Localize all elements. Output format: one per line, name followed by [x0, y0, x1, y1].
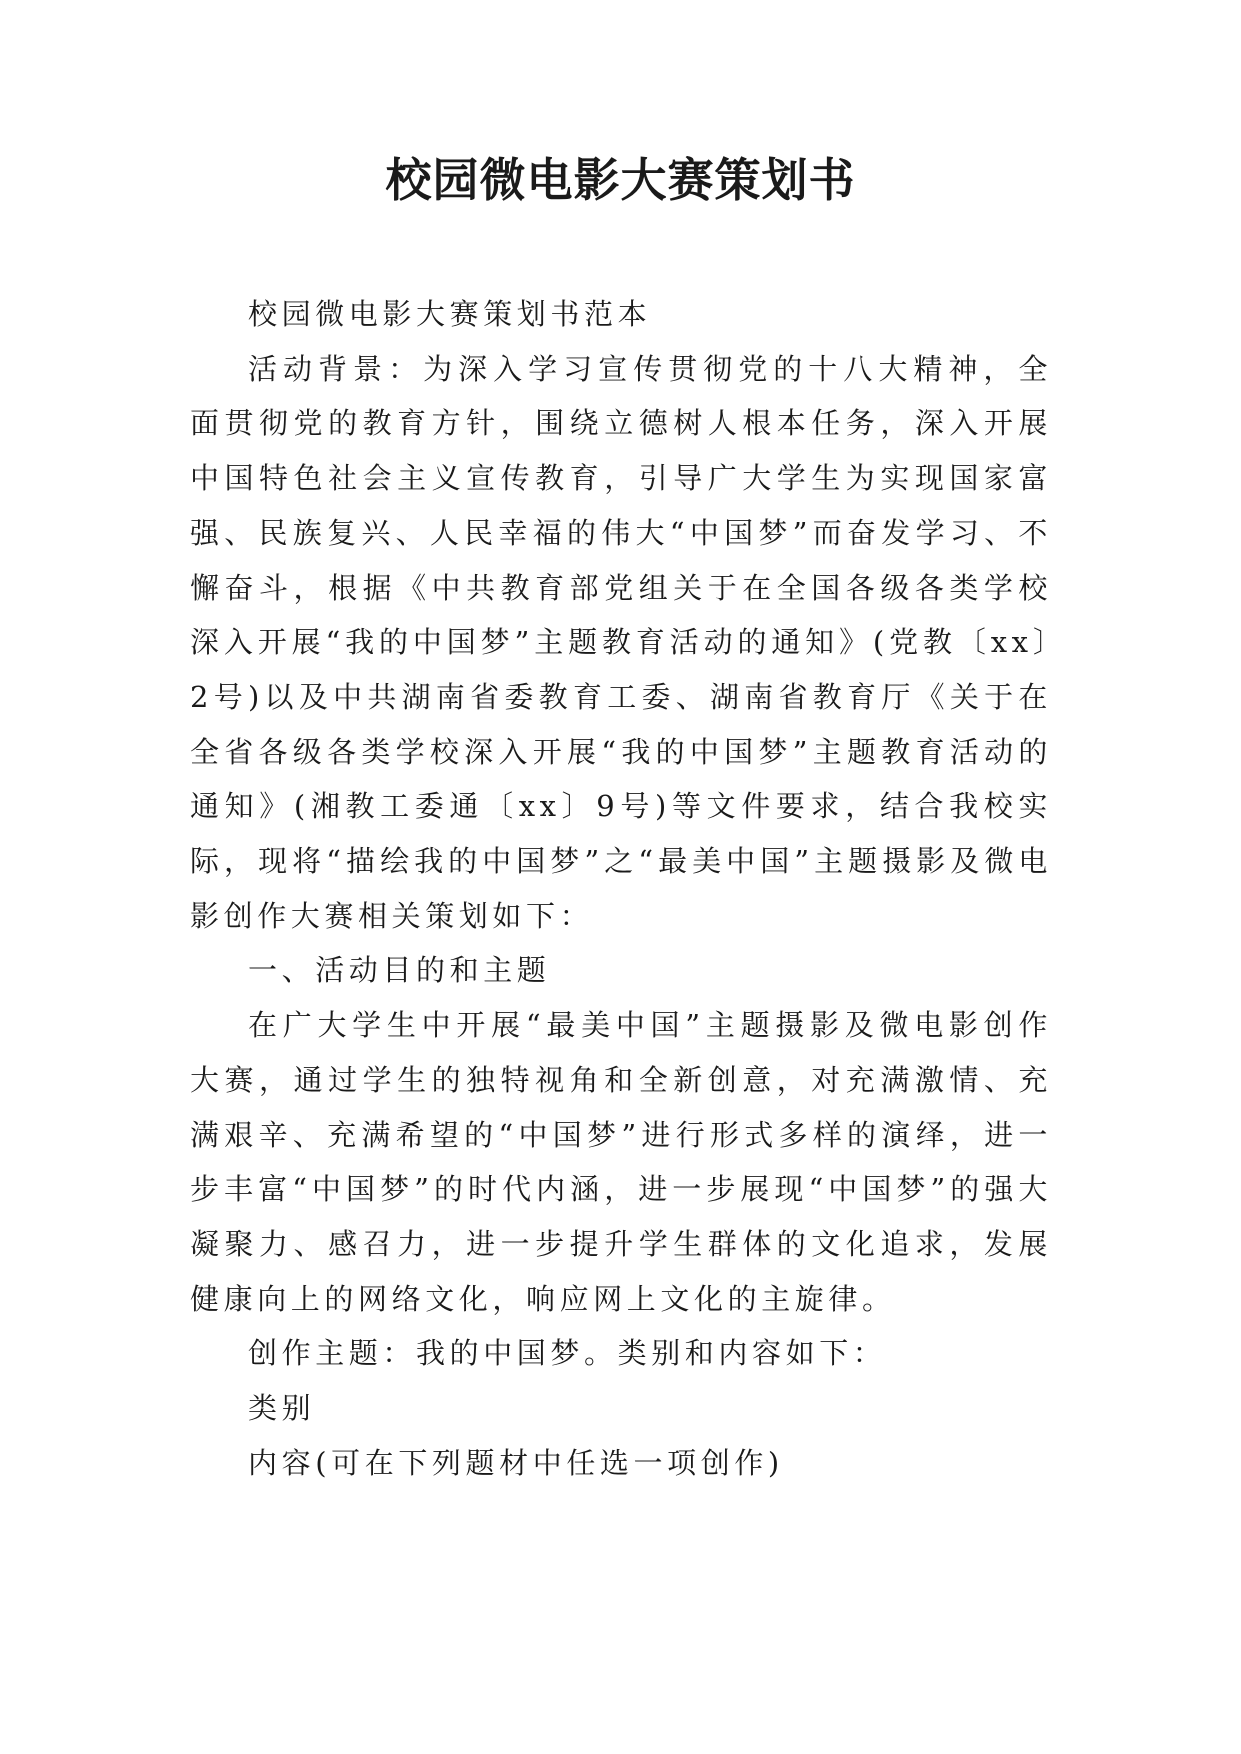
paragraph-theme: 创作主题：我的中国梦。类别和内容如下：: [248, 1336, 887, 1371]
paragraph-background: 活动背景：为深入学习宣传贯彻党的十八大精神，全面贯彻党的教育方针，围绕立德树人根本任务，深入开展中国特色社会主义宣传教育，引导广大学生为实现国家富强、民族复兴、人民幸福的伟大“中国梦”而奋发学习、不懈奋斗，根据《中共教育部党组关于在全国各级各类学校深入开展“我的中国梦”主题教育活动的通知》(党教〔xx〕2号)以及中共湖南省委教育工委、湖南省教育厅《关于在全省各级各类学校深入开展“我的中国梦”主题教育活动的通知》(湘教工委通〔xx〕9号)等文件要求，结合我校实际，现将“描绘我的中国梦”之“最美中国”主题摄影及微电影创作大赛相关策划如下：: [190, 351, 1052, 933]
section-heading-purpose: 一、活动目的和主题: [248, 953, 551, 988]
paragraph-content: 内容(可在下列题材中任选一项创作): [248, 1445, 784, 1480]
document-body: [190, 287, 1052, 1490]
paragraph-purpose: 在广大学生中开展“最美中国”主题摄影及微电影创作大赛，通过学生的独特视角和全新创意，对充满激情、充满艰辛、充满希望的“中国梦”进行形式多样的演绎，进一步丰富“中国梦”的时代内涵，进一步展现“中国梦”的强大凝聚力、感召力，进一步提升学生群体的文化追求，发展健康向上的网络文化，响应网上文化的主旋律。: [190, 1008, 1052, 1316]
document-title: 校园微电影大赛策划书: [385, 153, 856, 207]
paragraph-subtitle: 校园微电影大赛策划书范本: [248, 297, 652, 331]
paragraph-category: 类别: [248, 1391, 316, 1426]
